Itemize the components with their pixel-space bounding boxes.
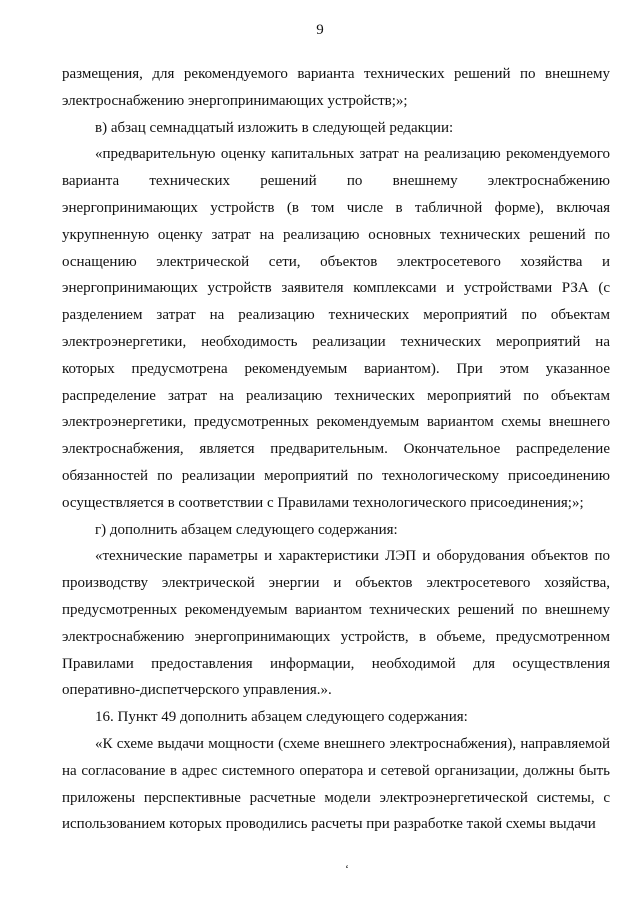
document-body: [62, 61, 610, 838]
paragraph-item-16: 16. Пункт 49 дополнить абзацем следующего содержания:: [95, 709, 468, 726]
paragraph-cost-estimate: «предварительную оценку капитальных затрат на реализацию рекомендуемого варианта технических решений по внешнему электроснабжению энергопринимающих устройств (в том числе в табличной форме), включая укрупненную оценку затрат на реализацию основных технических решений по оснащению электрической сети, объектов электросетевого хозяйства и энергопринимающих устройств заявителя комплексами и устройствами РЗА (с разделением затрат на реализацию технических мероприятий по объектам электроэнергетики, необходимость реализации технических мероприятий на которых предусмотрена рекомендуемым вариантом). При этом указанное распределение затрат на реализацию технических мероприятий по объектам электроэнергетики, предусмотренных рекомендуемым вариантом схемы внешнего электроснабжения, является предварительным. Окончательное распределение обязанностей по реализации мероприятий по технологическому присоединению осуществляется в соответствии с Правилами технологического присоединения;»;: [62, 146, 610, 511]
paragraph-continuation: размещения, для рекомендуемого варианта технических решений по внешнему электроснабжению энергопринимающих устройств;»;: [62, 66, 610, 109]
paragraph-power-scheme: «К схеме выдачи мощности (схеме внешнего электроснабжения), направляемой на согласование в адрес системного оператора и сетевой организации, должны быть приложены перспективные расчетные модели электроэнергетической системы, с использованием которых проводились расчеты при разработке такой схемы выдачи: [62, 735, 610, 833]
paragraph-subitem-g: г) дополнить абзацем следующего содержания:: [95, 521, 398, 538]
paragraph-technical-parameters: «технические параметры и характеристики ЛЭП и оборудования объектов по производству электрической энергии и объектов электросетевого хозяйства, предусмотренных рекомендуемым вариантом технических решений по внешнему электроснабжению энергопринимающих устройств, в объеме, предусмотренном Правилами предоставления информации, необходимой для осуществления оперативно-диспетчерского управления.».: [62, 548, 610, 699]
page-number: 9: [316, 22, 324, 38]
pen-mark: ʻ: [345, 862, 349, 876]
paragraph-subitem-v: в) абзац семнадцатый изложить в следующей редакции:: [95, 119, 454, 136]
